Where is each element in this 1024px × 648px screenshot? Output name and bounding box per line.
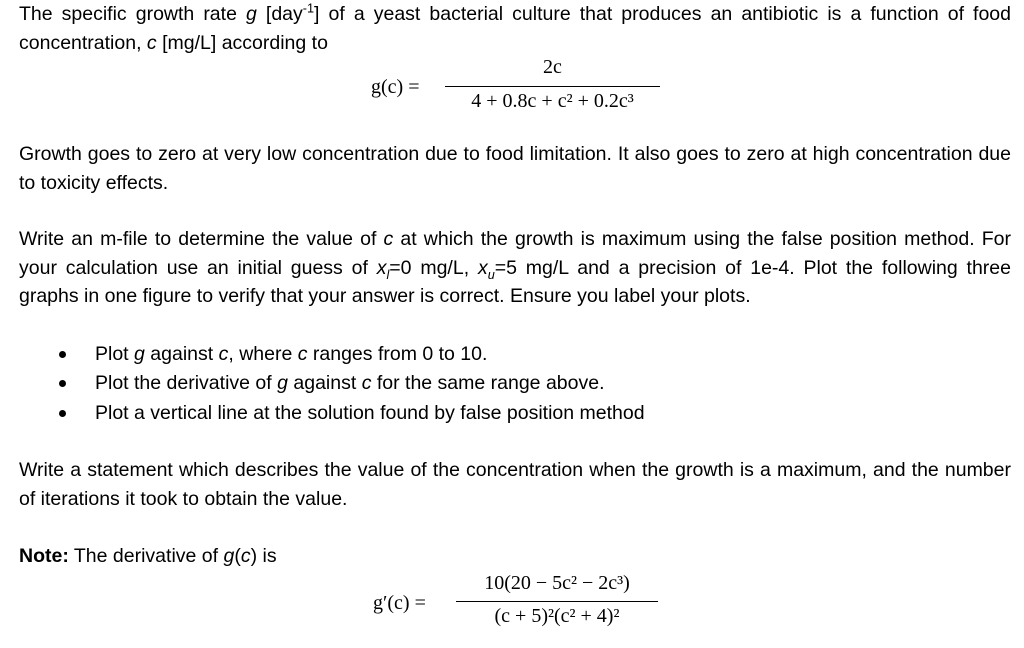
sub-l: l: [386, 267, 390, 282]
paragraph-statement: Write a statement which describes the value of the concentration when the growth is a maximum, and the number of iterations it took to obtain the value.: [19, 459, 1011, 510]
list-item: Plot a vertical line at the solution found by false position method: [95, 402, 645, 424]
intro-text: The specific growth rate: [19, 3, 246, 25]
task-text: Write an m-file to determine the value of: [19, 228, 384, 250]
intro-text: ] of a yeast bacterial culture that produces an antibiotic is a function of food concentration,: [19, 3, 1011, 54]
equation1-fraction-bar: [445, 86, 660, 87]
var-x: x: [376, 256, 387, 279]
list-item: Plot g against c, where c ranges from 0 to 10.: [95, 343, 488, 365]
bullet-icon: [59, 380, 66, 387]
note-line: Note: The derivative of g(c) is: [19, 545, 277, 567]
task-text: =5 mg/L and a precision of 1e-4. Plot the following three graphs in one figure to verify that your answer is correct. Ensure you label your plots.: [19, 256, 1011, 307]
var-g: g: [245, 3, 257, 25]
task-text: at which the growth is maximum using the false position method. For your calculation use an initial guess of: [19, 228, 1011, 279]
equation1-numerator: 2c: [543, 56, 562, 78]
equation2-lhs: g′(c) =: [373, 592, 426, 614]
paragraph-growth: Growth goes to zero at very low concentration due to food limitation. It also goes to zero at high concentration due to toxicity effects.: [19, 143, 1011, 194]
var-c: c: [146, 31, 157, 54]
intro-text: [mg/L] according to: [156, 31, 328, 54]
paragraph-task: [19, 225, 1011, 311]
list-item: Plot the derivative of g against c for the same range above.: [95, 372, 605, 394]
note-label: Note:: [19, 545, 69, 567]
equation1-denominator: 4 + 0.8c + c² + 0.2c³: [471, 90, 634, 112]
sub-u: u: [487, 267, 495, 282]
intro-text: [day: [256, 3, 303, 25]
bullet-icon: [59, 351, 66, 358]
var-c: c: [383, 228, 394, 250]
equation2-denominator: (c + 5)²(c² + 4)²: [494, 605, 620, 627]
intro-paragraph: [19, 0, 1011, 57]
var-x: x: [477, 256, 488, 279]
bullet-icon: [59, 410, 66, 417]
equation1-lhs: g(c) =: [371, 76, 420, 98]
equation2-numerator: 10(20 − 5c² − 2c³): [484, 572, 630, 594]
equation2-fraction-bar: [456, 601, 658, 602]
task-text: =0 mg/L,: [389, 256, 478, 279]
unit-exponent: -1: [302, 1, 315, 16]
